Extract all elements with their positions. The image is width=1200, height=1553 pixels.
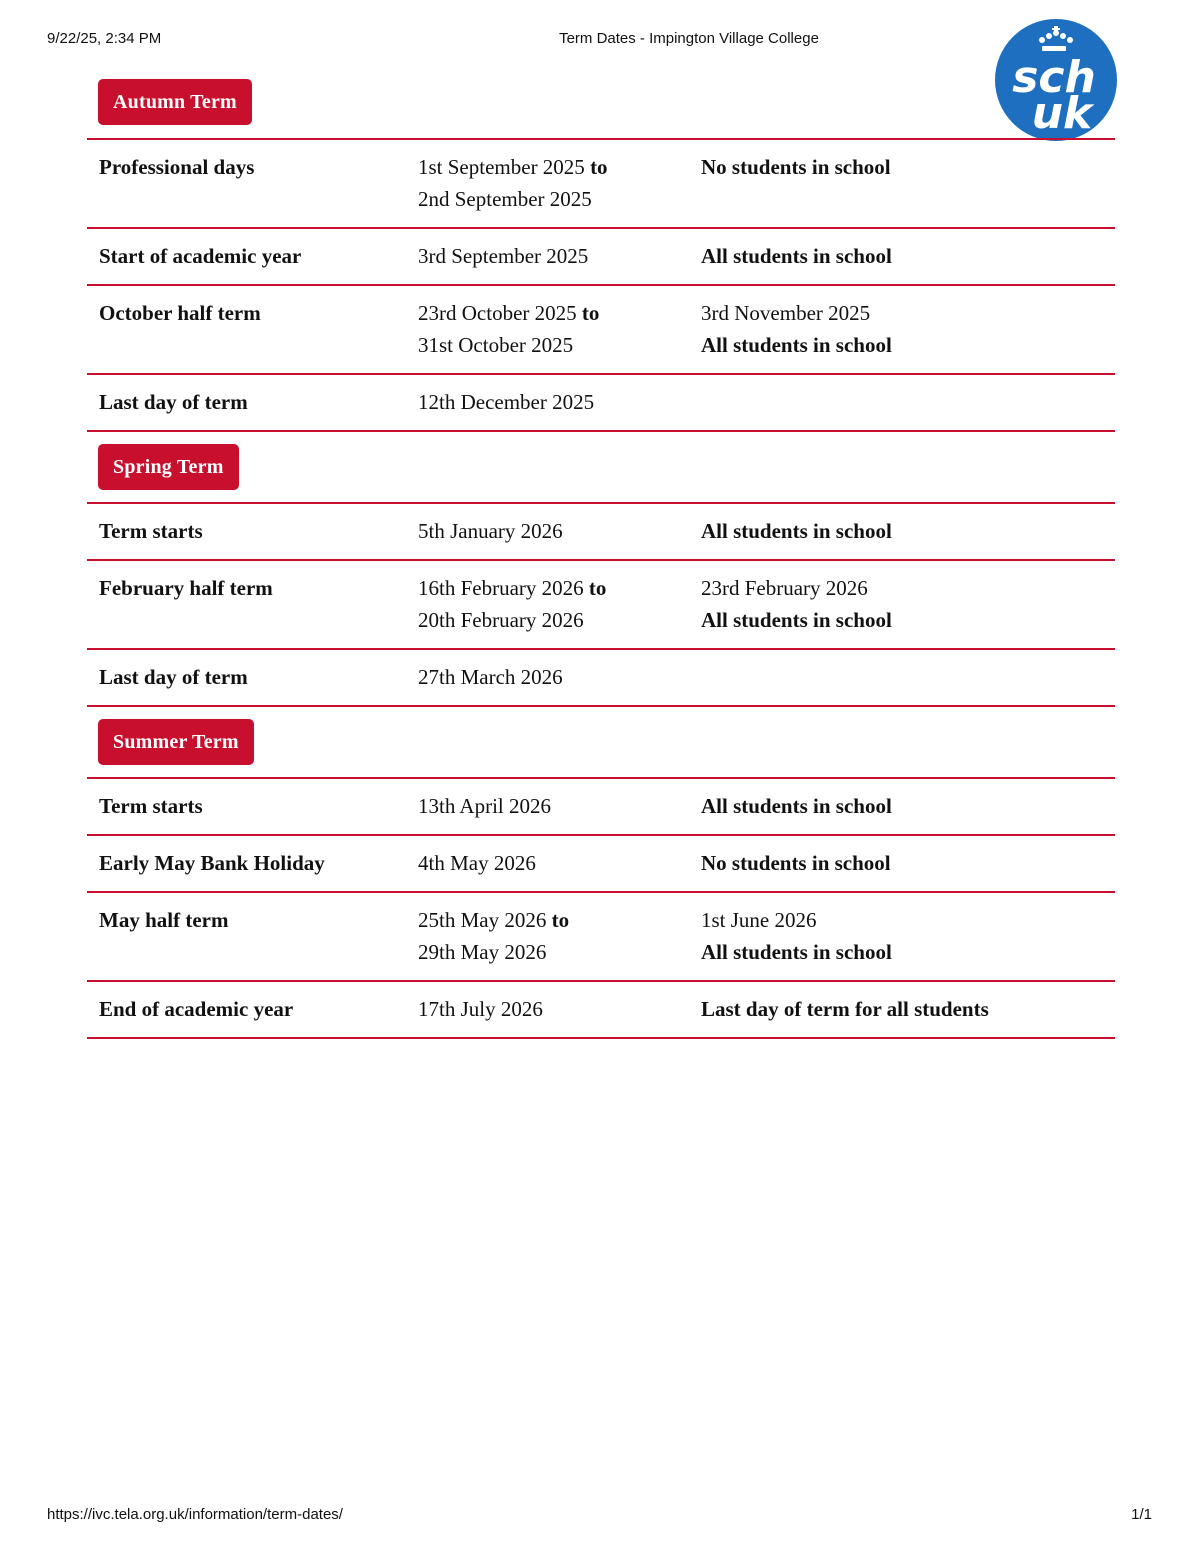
spring-term-badge: Spring Term xyxy=(98,444,239,490)
row-note: 3rd November 2025 All students in school xyxy=(701,301,892,357)
table-row xyxy=(87,504,1115,561)
row-date: 17th July 2026 xyxy=(418,997,543,1021)
summer-term-header xyxy=(87,707,1115,779)
print-page-title: Term Dates - Impington Village College xyxy=(559,30,819,47)
row-note xyxy=(701,661,1115,693)
row-note: No students in school xyxy=(701,155,891,179)
row-note: All students in school xyxy=(701,794,892,818)
row-label: End of academic year xyxy=(99,997,294,1021)
print-footer xyxy=(0,1506,1200,1526)
row-date: 5th January 2026 xyxy=(418,519,563,543)
table-row xyxy=(87,836,1115,893)
row-date: 16th February 2026 to 20th February 2026 xyxy=(418,576,607,632)
table-row xyxy=(87,229,1115,286)
row-label: Early May Bank Holiday xyxy=(99,851,325,875)
print-page-number: 1/1 xyxy=(1131,1506,1152,1523)
autumn-term-header xyxy=(87,78,1115,140)
logo-text-bottom: uk xyxy=(1031,88,1093,139)
row-label: Professional days xyxy=(99,155,255,179)
row-note: 1st June 2026 All students in school xyxy=(701,908,892,964)
spring-term-header xyxy=(87,432,1115,504)
table-row xyxy=(87,893,1115,982)
print-url[interactable]: https://ivc.tela.org.uk/information/term-dates/ xyxy=(47,1506,343,1523)
row-label: Start of academic year xyxy=(99,244,302,268)
table-row xyxy=(87,286,1115,375)
row-date: 25th May 2026 to 29th May 2026 xyxy=(418,908,570,964)
row-note xyxy=(701,386,1115,418)
summer-term-badge: Summer Term xyxy=(98,719,254,765)
row-note: No students in school xyxy=(701,851,891,875)
row-label: Last day of term xyxy=(99,390,248,414)
term-dates-table xyxy=(87,78,1115,1039)
row-note: All students in school xyxy=(701,519,892,543)
row-label: Term starts xyxy=(99,794,203,818)
row-label: February half term xyxy=(99,576,273,600)
logo-text-top: sch xyxy=(1012,52,1096,103)
table-row xyxy=(87,779,1115,836)
row-date: 13th April 2026 xyxy=(418,794,552,818)
row-label: Last day of term xyxy=(99,665,248,689)
row-label: Term starts xyxy=(99,519,203,543)
table-row xyxy=(87,375,1115,432)
table-row xyxy=(87,140,1115,229)
table-row xyxy=(87,650,1115,707)
row-note: Last day of term for all students xyxy=(701,997,989,1021)
row-note: All students in school xyxy=(701,244,892,268)
row-label: May half term xyxy=(99,908,229,932)
table-row xyxy=(87,982,1115,1039)
row-date: 4th May 2026 xyxy=(418,851,536,875)
autumn-term-badge: Autumn Term xyxy=(98,79,252,125)
row-date: 1st September 2025 to 2nd September 2025 xyxy=(418,155,608,211)
row-date: 12th December 2025 xyxy=(418,390,595,414)
row-date: 23rd October 2025 to 31st October 2025 xyxy=(418,301,600,357)
row-note: 23rd February 2026 All students in school xyxy=(701,576,892,632)
row-date: 3rd September 2025 xyxy=(418,244,589,268)
row-date: 27th March 2026 xyxy=(418,665,563,689)
print-datetime: 9/22/25, 2:34 PM xyxy=(47,30,162,47)
table-row xyxy=(87,561,1115,650)
row-label: October half term xyxy=(99,301,261,325)
